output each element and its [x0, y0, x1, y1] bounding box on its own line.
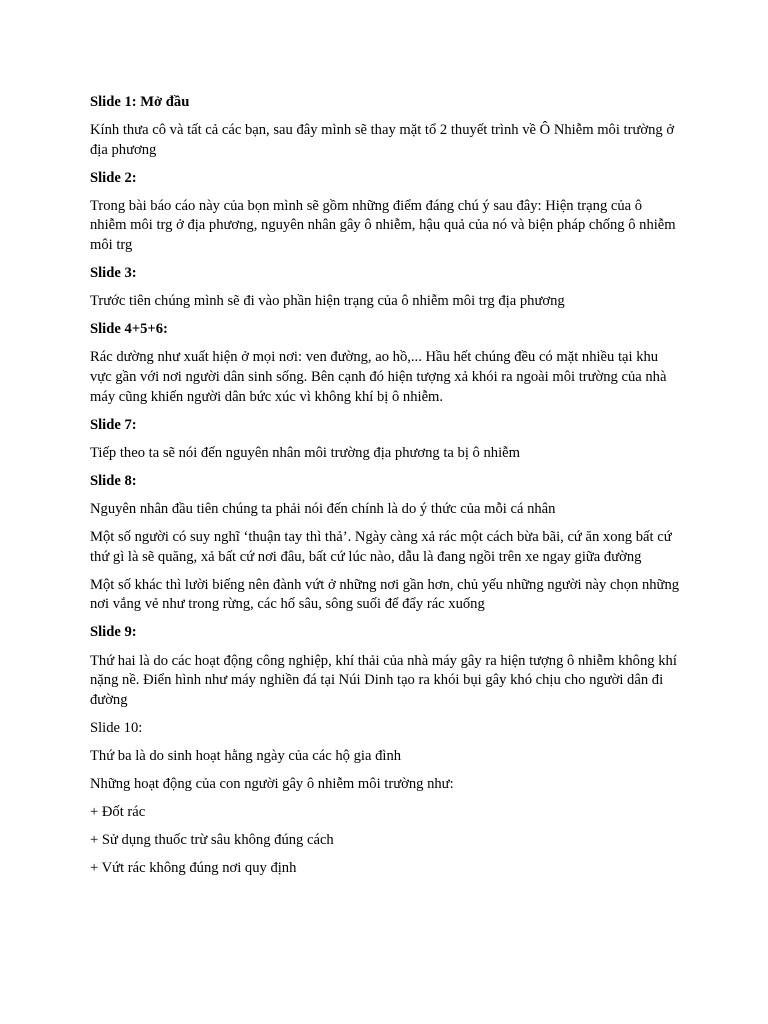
slide-heading: Slide 9:: [90, 624, 137, 641]
slide-heading: Slide 8:: [90, 472, 137, 489]
paragraph: + Vứt rác không đúng nơi quy định: [90, 860, 297, 877]
paragraph: Một số người có suy nghĩ ‘thuận tay thì thả’. Ngày càng xả rác một cách bừa bãi, cứ ăn xong bất cứ thứ gì là sẽ quăng, xả bất cứ nơi đâu, bất cứ lúc nào, dẫu là đang ngồi trên xe ngay giữa đường: [90, 529, 672, 565]
paragraph: Tiếp theo ta sẽ nói đến nguyên nhân môi trường địa phương ta bị ô nhiễm: [90, 444, 520, 461]
paragraph: Trước tiên chúng mình sẽ đi vào phần hiện trạng của ô nhiễm môi trg địa phương: [90, 293, 565, 310]
slide-heading: Slide 7:: [90, 416, 137, 433]
slide-heading: Slide 4+5+6:: [90, 321, 168, 338]
paragraph: Rác dường như xuất hiện ở mọi nơi: ven đường, ao hồ,... Hầu hết chúng đều có mặt nhiều tại khu vực gần với nơi người dân sinh sống. Bên cạnh đó hiện tượng xả khói ra ngoài môi trường của nhà máy cũng khiến người dân bức xúc vì không khí bị ô nhiễm.: [90, 349, 667, 405]
slide-heading: Slide 1: Mở đầu: [90, 94, 190, 110]
paragraph: Thứ ba là do sinh hoạt hằng ngày của các hộ gia đình: [90, 747, 402, 764]
paragraph: Slide 10:: [90, 719, 143, 736]
paragraph: Những hoạt động của con người gây ô nhiễm môi trường như:: [90, 776, 454, 793]
slide-heading: Slide 2:: [90, 169, 137, 186]
paragraph: Kính thưa cô và tất cả các bạn, sau đây mình sẽ thay mặt tổ 2 thuyết trình về Ô Nhiễm môi trường ở địa phương: [90, 122, 675, 158]
paragraph: + Sử dụng thuốc trừ sâu không đúng cách: [90, 832, 334, 849]
paragraph: Nguyên nhân đầu tiên chúng ta phải nói đến chính là do ý thức của mỗi cá nhân: [90, 501, 556, 517]
paragraph: + Đốt rác: [90, 804, 146, 821]
slide-heading: Slide 3:: [90, 265, 137, 282]
paragraph: Thứ hai là do các hoạt động công nghiệp, khí thải của nhà máy gây ra hiện tượng ô nhiễm không khí nặng nề. Điển hình như máy nghiền đá tại Núi Dinh tạo ra khói bụi gây khó chịu cho người dân đi đường: [90, 652, 677, 708]
paragraph: Một số khác thì lười biếng nên đành vứt ở những nơi gần hơn, chủ yếu những người này chọn những nơi vắng vẻ như trong rừng, các hố sâu, sông suối để đẩy rác xuống: [90, 576, 680, 613]
paragraph: Trong bài báo cáo này của bọn mình sẽ gồm những điểm đáng chú ý sau đây: Hiện trạng của ô nhiễm môi trg ở địa phương, nguyên nhân gây ô nhiễm, hậu quả của nó và biện pháp chống ô nhiễm môi trg: [90, 197, 676, 254]
document-body: [90, 93, 682, 887]
